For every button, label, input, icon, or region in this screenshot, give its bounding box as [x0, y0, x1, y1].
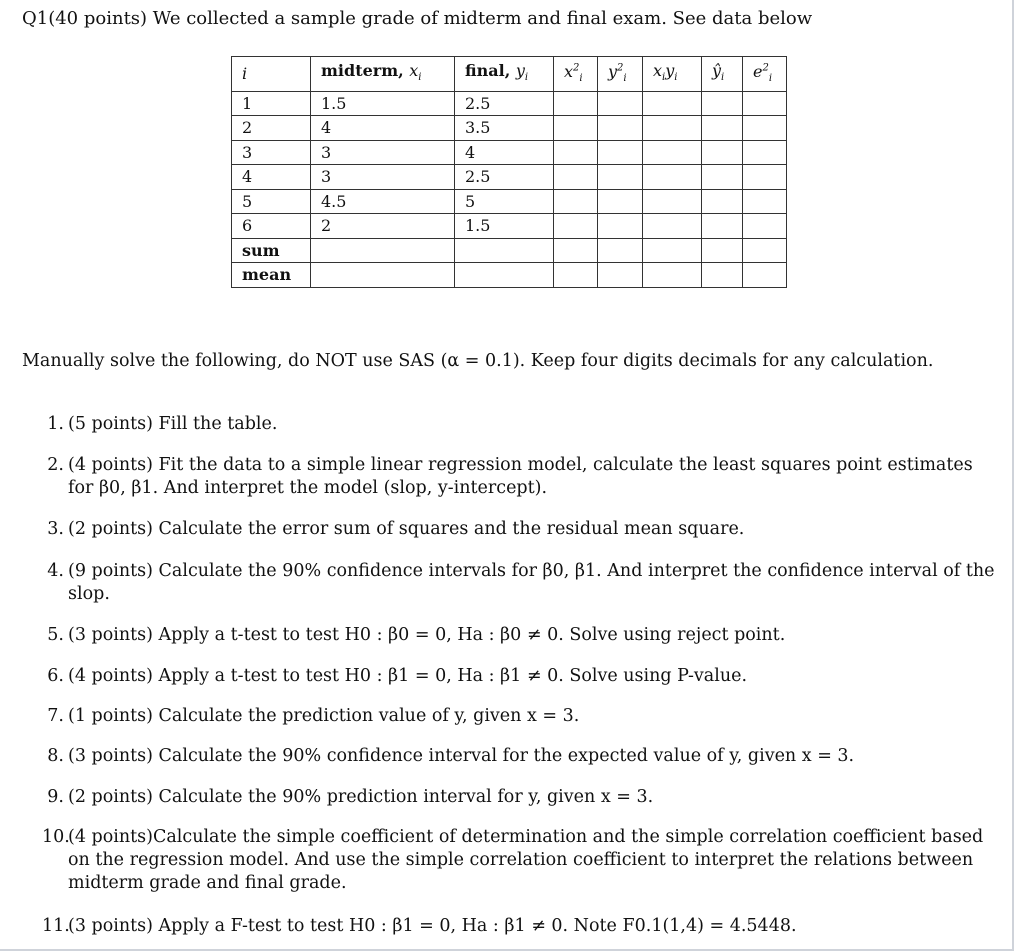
question-text: (3 points) Apply a t-test to test H0 : β0 = 0, Ha : β0 ≠ 0. Solve using reject point.: [68, 625, 786, 645]
cell-empty: [598, 116, 643, 141]
cell-midterm: 3: [311, 165, 455, 190]
cell-empty: [643, 214, 702, 239]
question-text: (2 points) Calculate the 90% prediction interval for y, given x = 3.: [68, 787, 654, 807]
table-row: [232, 165, 787, 190]
cell-empty: [554, 91, 598, 116]
question-text: (4 points)Calculate the simple coefficient of determination and the simple correlation coefficient based on the regression model. And use the simple correlation coefficient to interpret the relations between midterm grade and final grade.: [68, 827, 984, 893]
cell-empty: [643, 263, 702, 288]
table-header-row: [232, 57, 787, 92]
cell-empty: [702, 140, 743, 165]
cell-i: 6: [232, 214, 311, 239]
question-title: Q1(40 points) We collected a sample grade of midterm and final exam. See data below: [22, 8, 813, 29]
cell-empty: [743, 140, 787, 165]
cell-final: 4: [455, 140, 554, 165]
cell-empty: [554, 140, 598, 165]
cell-empty: [311, 238, 455, 263]
cell-empty: [702, 189, 743, 214]
cell-empty: [554, 263, 598, 288]
mean-row: [232, 263, 787, 288]
cell-empty: [743, 165, 787, 190]
header-i: i: [232, 57, 311, 92]
question-text: (2 points) Calculate the error sum of squares and the residual mean square.: [68, 519, 745, 539]
cell-empty: [598, 91, 643, 116]
cell-i: 1: [232, 91, 311, 116]
table-row: [232, 214, 787, 239]
cell-empty: [643, 116, 702, 141]
table-row: [232, 91, 787, 116]
cell-empty: [554, 116, 598, 141]
header-y-hat: $ŷ_i$: [702, 57, 743, 92]
cell-empty: [643, 140, 702, 165]
cell-midterm: 3: [311, 140, 455, 165]
cell-empty: [554, 238, 598, 263]
header-midterm: midterm, $x_i$: [311, 57, 455, 92]
cell-i: 3: [232, 140, 311, 165]
cell-empty: [598, 165, 643, 190]
question-text: (5 points) Fill the table.: [68, 414, 278, 434]
cell-final: 2.5: [455, 91, 554, 116]
cell-empty: [311, 263, 455, 288]
cell-empty: [743, 263, 787, 288]
cell-empty: [643, 165, 702, 190]
cell-empty: [702, 214, 743, 239]
cell-empty: [598, 263, 643, 288]
cell-empty: [455, 238, 554, 263]
question-text: (4 points) Fit the data to a simple linear regression model, calculate the least squares point estimates for β0, β1. And interpret the model (slop, y-intercept).: [68, 455, 973, 498]
cell-empty: [455, 263, 554, 288]
cell-final: 5: [455, 189, 554, 214]
data-table: [231, 56, 787, 288]
cell-empty: [643, 189, 702, 214]
table-row: [232, 140, 787, 165]
header-e-squared: $e^2_i$: [743, 57, 787, 92]
cell-empty: [598, 189, 643, 214]
cell-empty: [598, 140, 643, 165]
question-text: (4 points) Apply a t-test to test H0 : β1 = 0, Ha : β1 ≠ 0. Solve using P-value.: [68, 666, 748, 686]
cell-empty: [702, 165, 743, 190]
cell-empty: [643, 238, 702, 263]
question-text: (3 points) Apply a F-test to test H0 : β1 = 0, Ha : β1 ≠ 0. Note F0.1(1,4) = 4.5448.: [68, 916, 797, 936]
header-y-squared: $y^2_i$: [598, 57, 643, 92]
cell-empty: [702, 238, 743, 263]
cell-empty: [554, 189, 598, 214]
cell-midterm: 4.5: [311, 189, 455, 214]
cell-empty: [702, 91, 743, 116]
cell-empty: [702, 116, 743, 141]
instructions: Manually solve the following, do NOT use SAS (α = 0.1). Keep four digits decimals for any calculation.: [22, 351, 934, 371]
question-text: (3 points) Calculate the 90% confidence interval for the expected value of y, given x = 3.: [68, 746, 855, 766]
sum-row: [232, 238, 787, 263]
cell-empty: [554, 214, 598, 239]
table-row: [232, 116, 787, 141]
cell-final: 2.5: [455, 165, 554, 190]
header-final: final, $y_i$: [455, 57, 554, 92]
cell-empty: [643, 91, 702, 116]
cell-i: 2: [232, 116, 311, 141]
cell-midterm: 2: [311, 214, 455, 239]
cell-final: 3.5: [455, 116, 554, 141]
cell-final: 1.5: [455, 214, 554, 239]
cell-empty: [598, 214, 643, 239]
cell-empty: [743, 238, 787, 263]
cell-i: 4: [232, 165, 311, 190]
cell-empty: [702, 263, 743, 288]
question-text: (9 points) Calculate the 90% confidence intervals for β0, β1. And interpret the confidence interval of the slop.: [68, 561, 995, 604]
cell-empty: [743, 214, 787, 239]
mean-label: mean: [232, 263, 311, 288]
header-x-squared: $x^2_i$: [554, 57, 598, 92]
cell-midterm: 1.5: [311, 91, 455, 116]
question-text: (1 points) Calculate the prediction value of y, given x = 3.: [68, 706, 580, 726]
cell-i: 5: [232, 189, 311, 214]
cell-empty: [554, 165, 598, 190]
cell-empty: [743, 189, 787, 214]
cell-empty: [743, 91, 787, 116]
sum-label: sum: [232, 238, 311, 263]
cell-empty: [743, 116, 787, 141]
table-row: [232, 189, 787, 214]
cell-empty: [598, 238, 643, 263]
cell-midterm: 4: [311, 116, 455, 141]
header-xy: $x_iy_i$: [643, 57, 702, 92]
